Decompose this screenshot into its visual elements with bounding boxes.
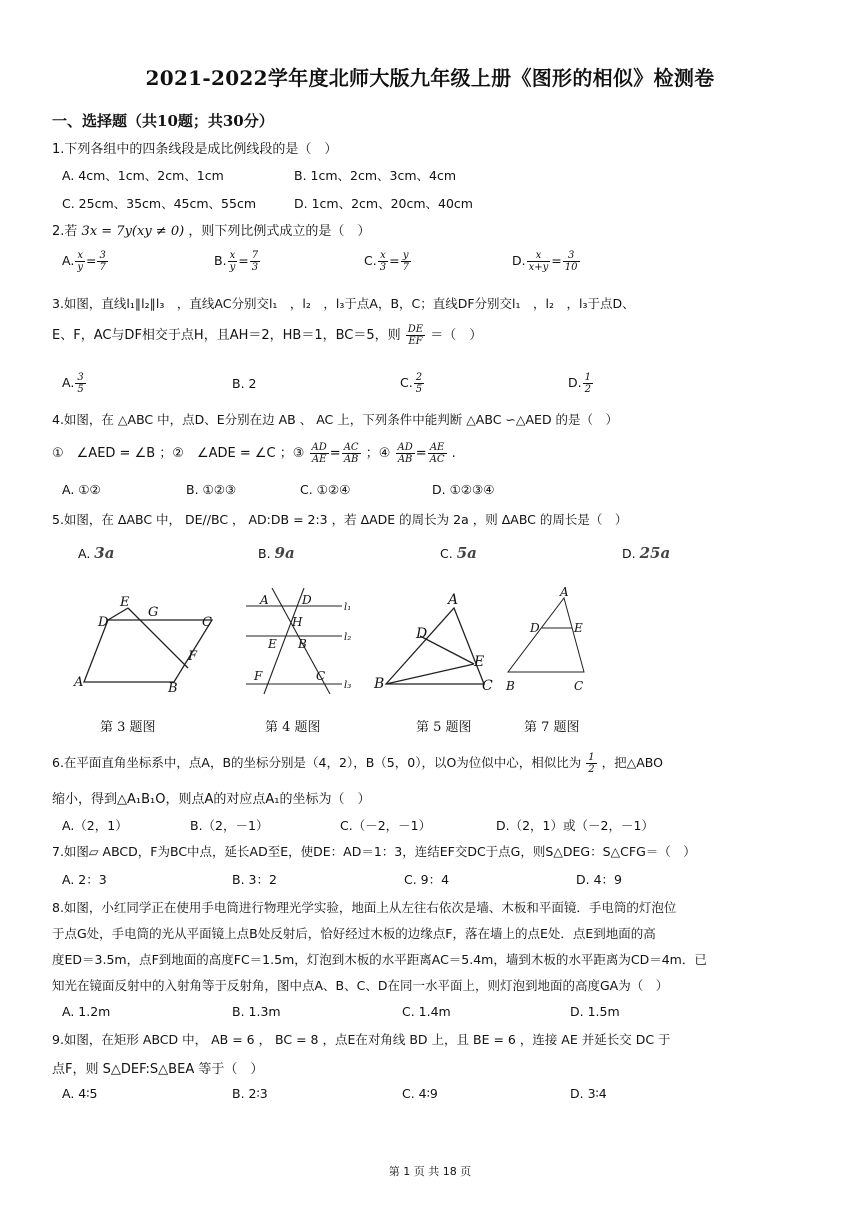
- q3-line2-end: ＝（ ）: [430, 328, 483, 343]
- q8-line1: 8.如图，小红同学正在使用手电筒进行物理光学实验，地面上从左往右依次是墙、木板和平面镜．手电筒的灯泡位: [52, 900, 677, 915]
- q4-conditions: ① ∠AED = ∠B ；② ∠ADE = ∠C ；③ $\frac{AD}{AE}$ = $\frac{AC}{AB}$ ；④ $\frac{AD}{AB}$ = $\frac{AE}{AC}$ .: [52, 442, 456, 465]
- q9-line1: 9.如图，在矩形 ABCD 中， AB = 6 ， BC = 8 ，点E在对角线 BD 上，且 BE = 6 ，连接 AE 并延长交 DC 于: [52, 1032, 671, 1047]
- q2-option-a-letter: A.: [62, 253, 75, 268]
- fig3-label-a: A: [74, 675, 84, 690]
- fraction: $\frac{x}{y}$: [77, 250, 83, 273]
- q8-line3: 度ED＝3.5m，点F到地面的高度FC＝1.5m，灯泡到木板的水平距离AC＝5.4m，墙到木板的水平距离为CD＝4m．已: [52, 952, 707, 967]
- fraction: $\frac{x}{3}$: [379, 250, 387, 273]
- fig4-label-l1: l₁: [344, 602, 352, 613]
- q2-option-c[interactable]: C. $\frac{x}{3}$ = $\frac{y}{7}$: [364, 250, 409, 273]
- q4-conditions-1-3: ① ∠AED = ∠B ；② ∠ADE = ∠C ；③: [52, 446, 305, 461]
- figure-7-triangle: [500, 584, 600, 696]
- q6-line1: [52, 752, 663, 775]
- fig3-label-e: E: [120, 595, 130, 610]
- q7-option-a[interactable]: A. 2：3: [62, 872, 107, 887]
- q8-option-b[interactable]: B. 1.3m: [232, 1004, 281, 1019]
- q2-option-c-letter: C.: [364, 253, 377, 268]
- figure-4-caption: 第 4 题图: [265, 720, 321, 735]
- fraction: $\frac{AE}{AC}$: [429, 442, 445, 465]
- fraction: $\frac{1}{2}$: [588, 752, 595, 775]
- fig4-label-f: F: [254, 669, 263, 683]
- q3-option-b[interactable]: B. 2: [232, 376, 257, 391]
- q1-option-b[interactable]: B. 1cm、2cm、3cm、4cm: [294, 168, 457, 183]
- fraction: $\frac{1}{2}$: [584, 372, 591, 395]
- fig4-label-e: E: [268, 637, 277, 651]
- fig7-label-d: D: [530, 621, 540, 635]
- fig3-label-g: G: [148, 605, 159, 620]
- fig5-label-a: A: [448, 592, 459, 608]
- fig4-label-b: B: [298, 637, 307, 651]
- q4-condition-4: ；④: [365, 446, 391, 461]
- fig3-label-f: F: [188, 649, 198, 664]
- q6-option-a[interactable]: A.（2，1）: [62, 818, 128, 833]
- page-title: 2021-2022学年度北师大版九年级上册《图形的相似》检测卷: [145, 66, 715, 90]
- figure-5-triangle: [372, 588, 496, 694]
- q5-option-d[interactable]: D. 25a: [622, 544, 671, 562]
- q4-option-d[interactable]: D. ①②③④: [432, 482, 495, 497]
- q1-option-d[interactable]: D. 1cm、2cm、20cm、40cm: [294, 196, 473, 211]
- q6-option-c[interactable]: C.（－2，－1）: [340, 818, 432, 833]
- fig5-label-e: E: [474, 654, 485, 670]
- q1-option-c[interactable]: C. 25cm、35cm、45cm、55cm: [62, 196, 256, 211]
- fraction: $\frac{x}{x+y}$: [528, 250, 549, 273]
- q7-option-d[interactable]: D. 4：9: [576, 872, 622, 887]
- fraction: $\frac{3}{10}$: [564, 250, 578, 273]
- figure-3-caption: 第 3 题图: [100, 720, 156, 735]
- q9-option-b[interactable]: B. 2∶3: [232, 1086, 268, 1101]
- figure-7-caption: 第 7 题图: [524, 720, 580, 735]
- fraction: $\frac{y}{7}$: [402, 250, 409, 273]
- q3-option-d[interactable]: D. $\frac{1}{2}$: [568, 372, 591, 395]
- q2-equation: 3x = 7y(xy ≠ 0): [81, 224, 185, 239]
- fig4-label-l3: l₃: [344, 680, 352, 691]
- q9-option-a[interactable]: A. 4∶5: [62, 1086, 98, 1101]
- fig4-label-d: D: [302, 593, 312, 607]
- q3-option-c[interactable]: C. $\frac{2}{5}$: [400, 372, 423, 395]
- fig3-label-c: C: [202, 615, 212, 630]
- q2-option-d[interactable]: D. $\frac{x}{x+y}$ = $\frac{3}{10}$: [512, 250, 578, 273]
- fraction: $\frac{AC}{AB}$: [343, 442, 359, 465]
- fig4-label-l2: l₂: [344, 632, 352, 643]
- q5-stem: 5.如图，在 ΔABC 中， DE//BC ， AD:DB = 2:3 ，若 ΔADE 的周长为 2a ，则 ΔABC 的周长是（ ）: [52, 512, 628, 527]
- q1-option-a[interactable]: A. 4cm、1cm、2cm、1cm: [62, 168, 224, 183]
- fig7-label-e: E: [574, 621, 583, 635]
- fig7-label-a: A: [560, 585, 569, 599]
- q4-stem: 4.如图，在 △ABC 中，点D、E分别在边 AB 、 AC 上，下列条件中能判断 △ABC ∽△AED 的是（ ）: [52, 412, 619, 427]
- figure-5-caption: 第 5 题图: [416, 720, 472, 735]
- q7-stem: 7.如图▱ ABCD，F为BC中点，延长AD至E，使DE：AD＝1：3，连结EF交DC于点G，则S△DEG：S△CFG＝（ ）: [52, 844, 696, 859]
- q2-option-b-letter: B.: [214, 253, 227, 268]
- q5-option-c[interactable]: C. 5a: [440, 544, 477, 562]
- q8-line4: 知光在镜面反射中的入射角等于反射角，图中点A、B、C、D在同一水平面上，则灯泡到地面的高度GA为（ ）: [52, 978, 669, 993]
- q8-line2: 于点G处，手电筒的光从平面镜上点B处反射后，恰好经过木板的边缘点F，落在墙上的点E处．点E到地面的高: [52, 926, 656, 941]
- fraction: $\frac{3}{7}$: [99, 250, 106, 273]
- q3-line1: 3.如图，直线l₁∥l₂∥l₃ ，直线AC分别交l₁ ，l₂ ，l₃于点A，B，C；直线DF分别交l₁ ，l₂ ，l₃于点D、: [52, 296, 635, 311]
- q4-option-c[interactable]: C. ①②④: [300, 482, 351, 497]
- q2-post: ，则下列比例式成立的是（ ）: [188, 224, 371, 239]
- q8-option-a[interactable]: A. 1.2m: [62, 1004, 111, 1019]
- fig4-label-a: A: [260, 593, 269, 607]
- q2-option-a[interactable]: A. $\frac{x}{y}$ = $\frac{3}{7}$: [62, 250, 106, 273]
- q3-fraction: $\frac{DE}{EF}$: [407, 324, 424, 347]
- q4-option-a[interactable]: A. ①②: [62, 482, 101, 497]
- fig5-label-c: C: [482, 678, 493, 694]
- fig4-label-h: H: [292, 615, 303, 629]
- q7-option-c[interactable]: C. 9：4: [404, 872, 450, 887]
- fig5-label-d: D: [416, 626, 428, 642]
- figure-4-parallel-lines: [246, 588, 364, 696]
- q3-option-a[interactable]: A. $\frac{3}{5}$: [62, 372, 84, 395]
- q6-option-d[interactable]: D.（2，1）或（－2，－1）: [496, 818, 654, 833]
- q1-stem: 1.下列各组中的四条线段是成比例线段的是（ ）: [52, 142, 338, 157]
- q9-line2: 点F，则 S△DEF:S△BEA 等于（ ）: [52, 1062, 264, 1077]
- figure-3-parallelogram: [70, 588, 220, 692]
- fraction: $\frac{AD}{AB}$: [397, 442, 413, 465]
- q2-stem: [52, 220, 370, 239]
- section-heading: 一、选择题（共10题；共30分）: [52, 112, 274, 130]
- q6-line2: 缩小，得到△A₁B₁O，则点A的对应点A₁的坐标为（ ）: [52, 792, 371, 807]
- fig5-label-b: B: [374, 676, 385, 692]
- q8-option-c[interactable]: C. 1.4m: [402, 1004, 451, 1019]
- fig7-label-c: C: [574, 679, 584, 693]
- q3-line2-text: E、F，AC与DF相交于点H，且AH＝2，HB＝1，BC＝5，则: [52, 328, 401, 343]
- q5-option-a[interactable]: A. 3a: [78, 544, 115, 562]
- fraction: $\frac{2}{5}$: [415, 372, 423, 395]
- page-footer: 第 1 页 共 18 页: [388, 1165, 472, 1178]
- q6-line1-text: 6.在平面直角坐标系中，点A，B的坐标分别是（4，2），B（5，0），以O为位似中心，相似比为: [52, 755, 582, 770]
- q4-option-b[interactable]: B. ①②③: [186, 482, 237, 497]
- q6-line1-end: ，把△ABO: [601, 755, 663, 770]
- q6-option-b[interactable]: B.（2，－1）: [190, 818, 269, 833]
- q7-option-b[interactable]: B. 3：2: [232, 872, 277, 887]
- fig3-label-d: D: [98, 615, 109, 630]
- fraction: $\frac{7}{3}$: [251, 250, 259, 273]
- q5-option-b[interactable]: B. 9a: [258, 544, 295, 562]
- q2-pre: 2.若: [52, 224, 78, 239]
- q9-option-d[interactable]: D. 3∶4: [570, 1086, 607, 1101]
- fig7-label-b: B: [506, 679, 515, 693]
- q2-option-b[interactable]: B. $\frac{x}{y}$ = $\frac{7}{3}$: [214, 250, 259, 273]
- fraction: $\frac{x}{y}$: [229, 250, 236, 273]
- fraction: $\frac{AD}{AE}$: [311, 442, 327, 465]
- q2-option-d-letter: D.: [512, 253, 526, 268]
- fraction: $\frac{3}{5}$: [77, 372, 84, 395]
- q3-line2: [52, 324, 482, 347]
- q8-option-d[interactable]: D. 1.5m: [570, 1004, 620, 1019]
- fig3-label-b: B: [168, 681, 178, 692]
- q9-option-c[interactable]: C. 4∶9: [402, 1086, 438, 1101]
- fig4-label-c: C: [316, 669, 326, 683]
